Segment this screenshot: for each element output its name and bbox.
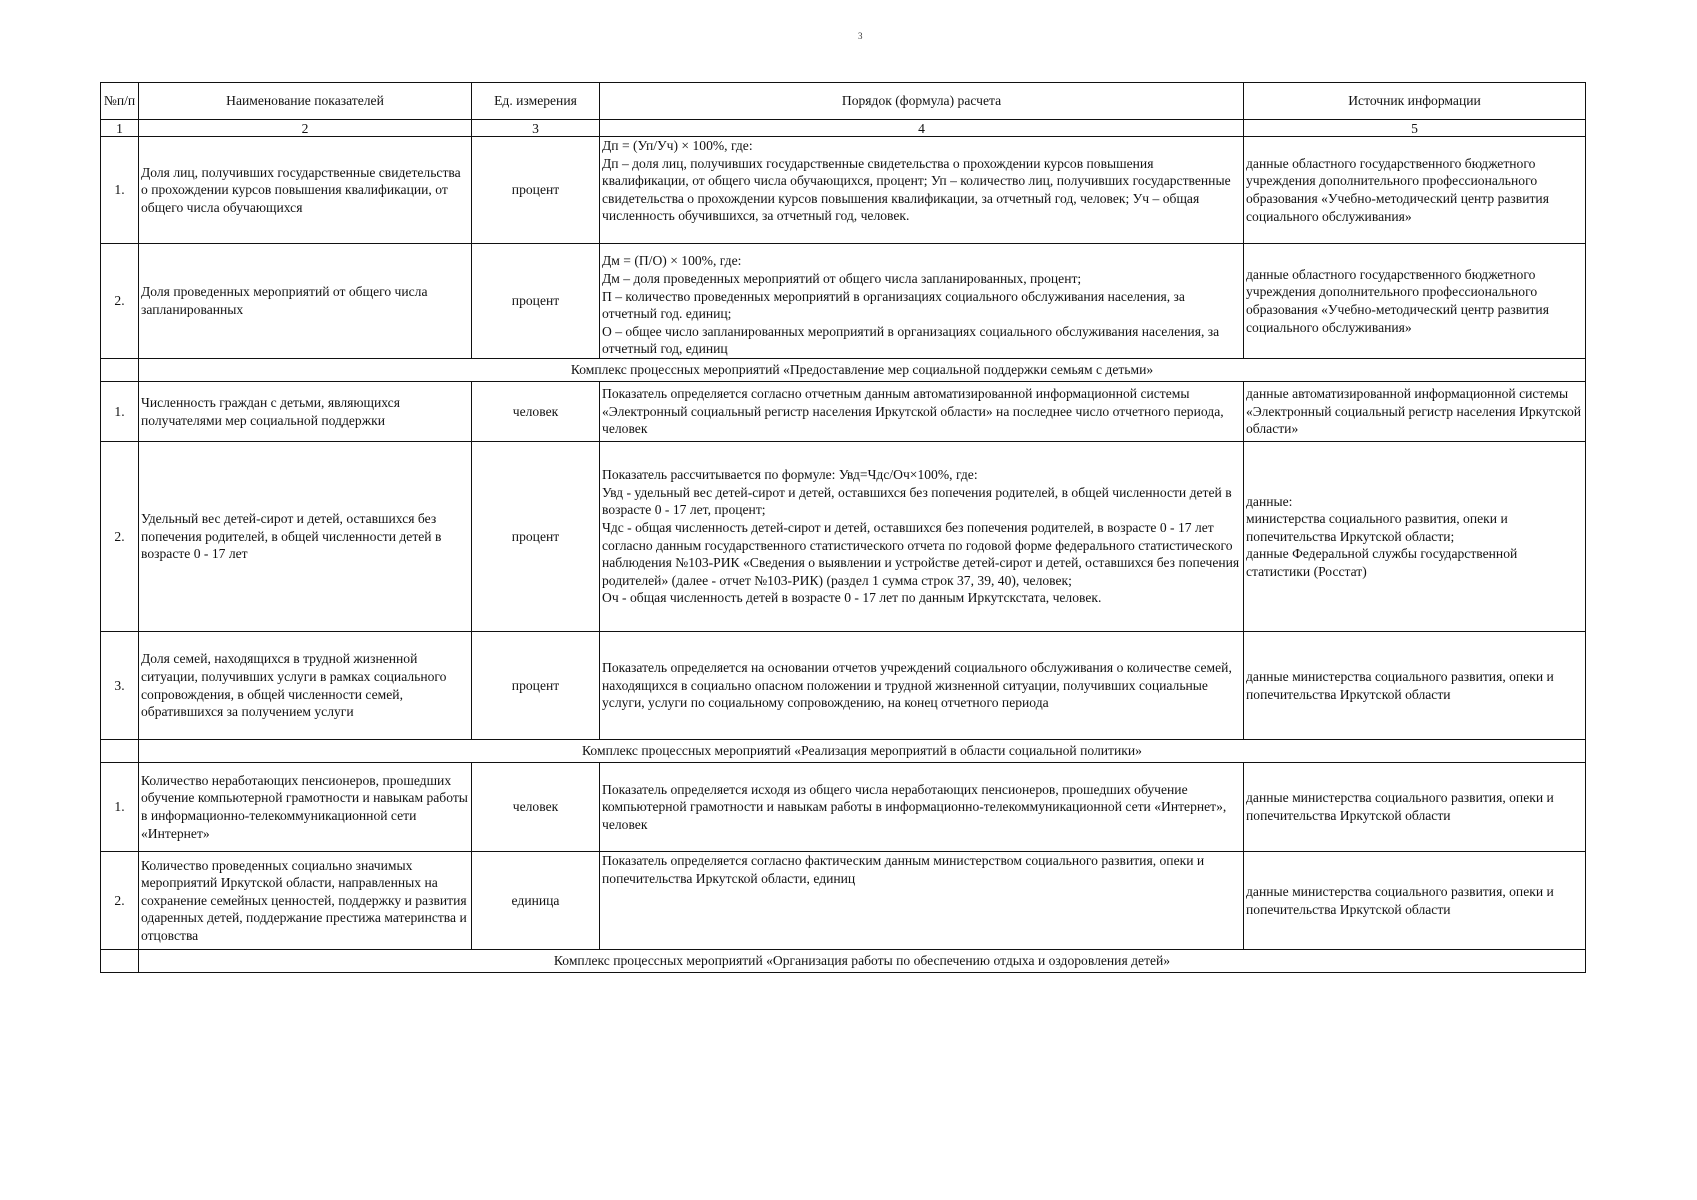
row-number: 2. [101,852,139,950]
table-header-row [101,83,1586,120]
formula-line: Показатель определяется согласно фактическим данным министерством социального развития, опеки и попечительства Иркутской области, единиц [602,853,1205,886]
header-formula: Порядок (формула) расчета [600,83,1244,120]
indicator-name: Доля лиц, получивших государственные свидетельства о прохождении курсов повышения квалификации, от общего числа обучающихся [139,137,472,244]
table-row [101,137,1586,244]
indicator-name: Количество проведенных социально значимых мероприятий Иркутской области, направленных на сохранение семейных ценностей, поддержку и развития одаренных детей, поддержание престижа материнства и отцовства [139,852,472,950]
information-source: данные областного государственного бюджетного учреждения дополнительного профессионального образования «Учебно-методический центр развития социального обслуживания» [1244,244,1586,359]
formula-line: Показатель определяется согласно отчетным данным автоматизированной информационной системы «Электронный социальный регистр населения Иркутской области» на последнее число отчетного периода, человек [602,386,1224,437]
section-row [101,740,1586,763]
formula-line: Показатель определяется на основании отчетов учреждений социального обслуживания о количестве семей, находящихся в социально опасном положении и трудной жизненной ситуации, получивших социальные услуги, услуги по социальному сопровождению, на конец отчетного периода [602,660,1232,711]
formula-line: Дп – доля лиц, получивших государственные свидетельства о прохождении курсов повышения квалификации, от общего числа обучающихся, процент; Уп – количество лиц, получивших государственные свидетельства о прохождении курсов повышения квалификации, за отчетный год, человек; Уч – общая численность обучившихся, за отчетный год, человек. [602,155,1231,224]
indicator-name: Количество неработающих пенсионеров, прошедших обучение компьютерной грамотности и навыкам работы в информационно-телекоммуникационной сети «Интернет» [139,763,472,852]
unit-of-measure: процент [472,442,600,632]
calculation-formula [600,137,1244,244]
calculation-formula [600,442,1244,632]
row-number: 3. [101,632,139,740]
section-title: Комплекс процессных мероприятий «Предоставление мер социальной поддержки семьям с детьми» [139,359,1586,382]
calculation-formula [600,763,1244,852]
indicator-name: Численность граждан с детьми, являющихся получателями мер социальной поддержки [139,382,472,442]
header-number: №п/п [101,83,139,120]
row-number: 2. [101,244,139,359]
column-number: 3 [472,120,600,137]
unit-of-measure: единица [472,852,600,950]
unit-of-measure: человек [472,763,600,852]
column-number: 1 [101,120,139,137]
unit-of-measure: человек [472,382,600,442]
formula-line: Дп = (Уп/Уч) × 100%, где: [602,138,753,153]
formula-line: Чдс - общая численность детей-сирот и детей, оставшихся без попечения родителей, в возрасте 0 - 17 лет согласно данным государственного статистического отчета по годовой форме федерального статистического наблюдения №103-РИК «Сведения о выявлении и устройстве детей-сирот и детей, оставшихся без попечения родителей» (далее - отчет №103-РИК) (раздел 1 сумма строк 37, 39, 40), человек; [602,519,1240,588]
information-source: данные автоматизированной информационной системы «Электронный социальный регистр населения Иркутской области» [1244,382,1586,442]
unit-of-measure: процент [472,137,600,244]
page-marker: 3 [858,31,863,41]
unit-of-measure: процент [472,244,600,359]
information-source: данные областного государственного бюджетного учреждения дополнительного профессионального образования «Учебно-методический центр развития социального обслуживания» [1244,137,1586,244]
row-number: 2. [101,442,139,632]
section-title: Комплекс процессных мероприятий «Организация работы по обеспечению отдыха и оздоровления детей» [139,950,1586,973]
formula-line: Оч - общая численность детей в возрасте 0 - 17 лет по данным Иркутскстата, человек. [602,590,1102,606]
header-indicator-name: Наименование показателей [139,83,472,120]
formula-line: Показатель рассчитывается по формуле: Увд=Чдс/Оч×100%, где: [602,467,978,483]
row-number: 1. [101,137,139,244]
formula-line: О – общее число запланированных мероприятий в организациях социального обслуживания населения, за отчетный год, единиц [602,323,1220,357]
information-source: данные министерства социального развития, опеки и попечительства Иркутской области [1244,632,1586,740]
indicator-name: Удельный вес детей-сирот и детей, оставшихся без попечения родителей, в общей численности детей в возрасте 0 - 17 лет [139,442,472,632]
calculation-formula [600,852,1244,950]
column-number: 5 [1244,120,1586,137]
formula-line: П – количество проведенных мероприятий в организациях социального обслуживания населения, за отчетный год. единиц; [602,288,1185,322]
information-source: данные министерства социального развития, опеки и попечительства Иркутской области [1244,763,1586,852]
section-number-cell [101,950,139,973]
formula-line: Показатель определяется исходя из общего числа неработающих пенсионеров, прошедших обучение компьютерной грамотности и навыкам работы в информационно-телекоммуникационной сети «Интернет», человек [602,781,1227,832]
header-source: Источник информации [1244,83,1586,120]
formula-line: Увд - удельный вес детей-сирот и детей, оставшихся без попечения родителей, в общей численности детей в возрасте 0 - 17 лет, процент; [602,484,1232,518]
table-row [101,382,1586,442]
table-row [101,442,1586,632]
calculation-formula [600,632,1244,740]
indicator-name: Доля семей, находящихся в трудной жизненной ситуации, получивших услуги в рамках социального сопровождения, в общей численности семей, обратившихся за получением услуги [139,632,472,740]
table-row [101,632,1586,740]
table-body [101,137,1586,973]
section-row [101,359,1586,382]
calculation-formula [600,382,1244,442]
column-number: 4 [600,120,1244,137]
information-source: данные министерства социального развития, опеки и попечительства Иркутской области [1244,852,1586,950]
row-number: 1. [101,763,139,852]
row-number: 1. [101,382,139,442]
section-row [101,950,1586,973]
column-number: 2 [139,120,472,137]
indicators-table [100,82,1586,973]
formula-line: Дм = (П/О) × 100%, где: [602,253,742,269]
information-source: данные: министерства социального развития, опеки и попечительства Иркутской области; данные Федеральной службы государственной статистики (Росстат) [1244,442,1586,632]
formula-line: Дм – доля проведенных мероприятий от общего числа запланированных, процент; [602,271,1082,287]
table-row [101,244,1586,359]
section-title: Комплекс процессных мероприятий «Реализация мероприятий в области социальной политики» [139,740,1586,763]
unit-of-measure: процент [472,632,600,740]
table-row [101,763,1586,852]
header-unit: Ед. измерения [472,83,600,120]
column-numbers-row [101,120,1586,137]
calculation-formula [600,244,1244,359]
section-number-cell [101,740,139,763]
table-row [101,852,1586,950]
section-number-cell [101,359,139,382]
indicator-name: Доля проведенных мероприятий от общего числа запланированных [139,244,472,359]
